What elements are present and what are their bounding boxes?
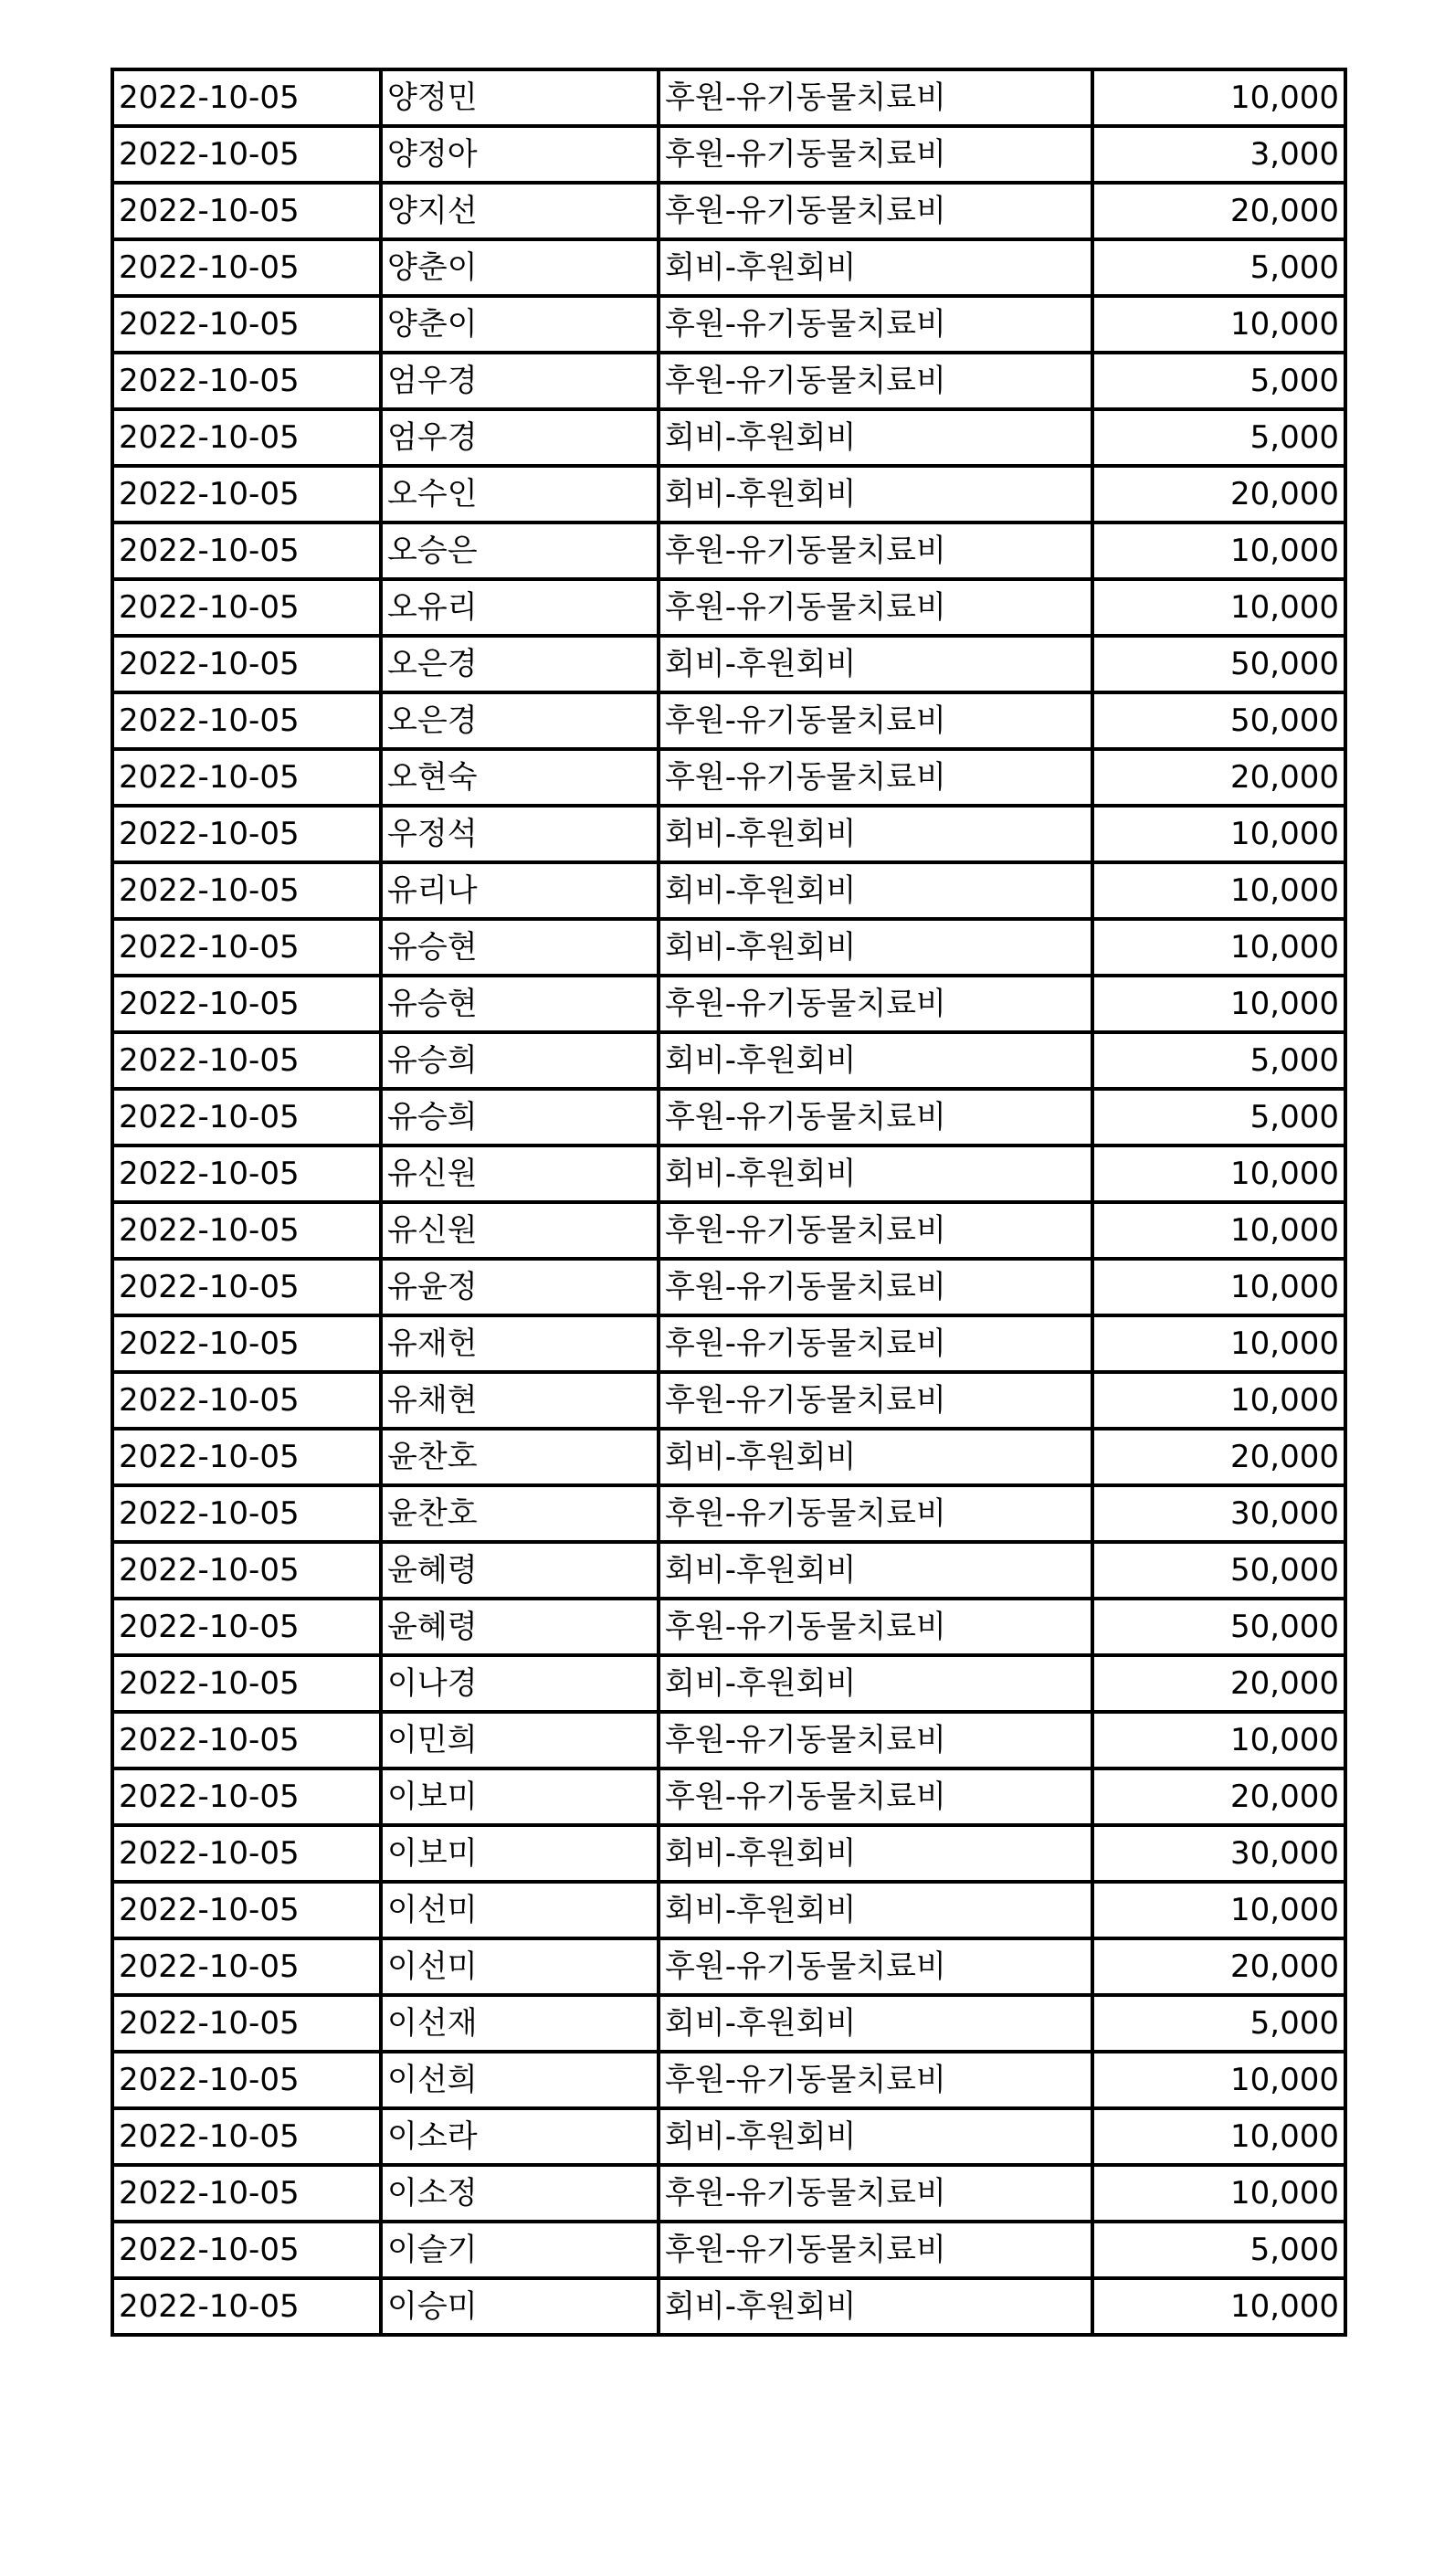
donation-ledger-table xyxy=(111,68,1347,2337)
amount-cell: 10,000 xyxy=(1092,862,1345,919)
table-row xyxy=(112,2278,1345,2335)
category-cell: 후원-유기동물치료비 xyxy=(659,1485,1092,1542)
amount-cell: 20,000 xyxy=(1092,466,1345,523)
amount-cell: 10,000 xyxy=(1092,976,1345,1032)
name-cell: 이슬기 xyxy=(381,2222,659,2278)
name-cell: 유신원 xyxy=(381,1202,659,1259)
date-cell: 2022-10-05 xyxy=(112,1599,381,1655)
table-row xyxy=(112,1995,1345,2052)
table-row xyxy=(112,239,1345,296)
table-row xyxy=(112,1655,1345,1712)
category-cell: 회비-후원회비 xyxy=(659,919,1092,976)
table-row xyxy=(112,1089,1345,1145)
category-cell: 후원-유기동물치료비 xyxy=(659,1712,1092,1768)
date-cell: 2022-10-05 xyxy=(112,1485,381,1542)
table-row xyxy=(112,1145,1345,1202)
amount-cell: 10,000 xyxy=(1092,2108,1345,2165)
amount-cell: 50,000 xyxy=(1092,1542,1345,1599)
amount-cell: 50,000 xyxy=(1092,636,1345,692)
date-cell: 2022-10-05 xyxy=(112,636,381,692)
table-row xyxy=(112,1938,1345,1995)
date-cell: 2022-10-05 xyxy=(112,296,381,353)
name-cell: 이소정 xyxy=(381,2165,659,2222)
date-cell: 2022-10-05 xyxy=(112,466,381,523)
amount-cell: 30,000 xyxy=(1092,1485,1345,1542)
amount-cell: 5,000 xyxy=(1092,353,1345,409)
name-cell: 우정석 xyxy=(381,806,659,862)
name-cell: 유채현 xyxy=(381,1372,659,1429)
category-cell: 회비-후원회비 xyxy=(659,2278,1092,2335)
table-row xyxy=(112,1712,1345,1768)
date-cell: 2022-10-05 xyxy=(112,1259,381,1315)
table-row xyxy=(112,69,1345,126)
category-cell: 회비-후원회비 xyxy=(659,862,1092,919)
amount-cell: 3,000 xyxy=(1092,126,1345,183)
date-cell: 2022-10-05 xyxy=(112,69,381,126)
date-cell: 2022-10-05 xyxy=(112,1372,381,1429)
category-cell: 후원-유기동물치료비 xyxy=(659,2165,1092,2222)
name-cell: 이보미 xyxy=(381,1768,659,1825)
name-cell: 유재헌 xyxy=(381,1315,659,1372)
amount-cell: 10,000 xyxy=(1092,579,1345,636)
name-cell: 이선재 xyxy=(381,1995,659,2052)
table-row xyxy=(112,409,1345,466)
name-cell: 오유리 xyxy=(381,579,659,636)
name-cell: 유리나 xyxy=(381,862,659,919)
date-cell: 2022-10-05 xyxy=(112,183,381,239)
amount-cell: 20,000 xyxy=(1092,183,1345,239)
name-cell: 이선미 xyxy=(381,1938,659,1995)
table-row xyxy=(112,862,1345,919)
date-cell: 2022-10-05 xyxy=(112,749,381,806)
amount-cell: 50,000 xyxy=(1092,1599,1345,1655)
amount-cell: 10,000 xyxy=(1092,806,1345,862)
table-row xyxy=(112,1825,1345,1882)
name-cell: 유승희 xyxy=(381,1032,659,1089)
name-cell: 이보미 xyxy=(381,1825,659,1882)
name-cell: 이승미 xyxy=(381,2278,659,2335)
date-cell: 2022-10-05 xyxy=(112,1882,381,1938)
name-cell: 엄우경 xyxy=(381,409,659,466)
date-cell: 2022-10-05 xyxy=(112,1655,381,1712)
category-cell: 후원-유기동물치료비 xyxy=(659,183,1092,239)
date-cell: 2022-10-05 xyxy=(112,2052,381,2108)
category-cell: 회비-후원회비 xyxy=(659,466,1092,523)
category-cell: 후원-유기동물치료비 xyxy=(659,523,1092,579)
name-cell: 이선희 xyxy=(381,2052,659,2108)
date-cell: 2022-10-05 xyxy=(112,1995,381,2052)
amount-cell: 5,000 xyxy=(1092,2222,1345,2278)
table-row xyxy=(112,749,1345,806)
category-cell: 후원-유기동물치료비 xyxy=(659,69,1092,126)
table-row xyxy=(112,2165,1345,2222)
date-cell: 2022-10-05 xyxy=(112,1315,381,1372)
category-cell: 후원-유기동물치료비 xyxy=(659,1259,1092,1315)
amount-cell: 10,000 xyxy=(1092,69,1345,126)
table-row xyxy=(112,2222,1345,2278)
date-cell: 2022-10-05 xyxy=(112,919,381,976)
amount-cell: 10,000 xyxy=(1092,2165,1345,2222)
table-row xyxy=(112,183,1345,239)
table-row xyxy=(112,1202,1345,1259)
date-cell: 2022-10-05 xyxy=(112,806,381,862)
table-row xyxy=(112,2108,1345,2165)
table-row xyxy=(112,126,1345,183)
name-cell: 엄우경 xyxy=(381,353,659,409)
name-cell: 윤혜령 xyxy=(381,1599,659,1655)
amount-cell: 10,000 xyxy=(1092,919,1345,976)
table-row xyxy=(112,1259,1345,1315)
date-cell: 2022-10-05 xyxy=(112,976,381,1032)
category-cell: 회비-후원회비 xyxy=(659,1882,1092,1938)
table-row xyxy=(112,296,1345,353)
table-row xyxy=(112,976,1345,1032)
date-cell: 2022-10-05 xyxy=(112,1712,381,1768)
name-cell: 양춘이 xyxy=(381,296,659,353)
date-cell: 2022-10-05 xyxy=(112,579,381,636)
name-cell: 오은경 xyxy=(381,636,659,692)
category-cell: 회비-후원회비 xyxy=(659,1429,1092,1485)
name-cell: 오승은 xyxy=(381,523,659,579)
table-row xyxy=(112,1315,1345,1372)
table-row xyxy=(112,806,1345,862)
category-cell: 후원-유기동물치료비 xyxy=(659,2222,1092,2278)
name-cell: 유승희 xyxy=(381,1089,659,1145)
category-cell: 회비-후원회비 xyxy=(659,1825,1092,1882)
amount-cell: 20,000 xyxy=(1092,1429,1345,1485)
table-row xyxy=(112,523,1345,579)
amount-cell: 10,000 xyxy=(1092,1315,1345,1372)
date-cell: 2022-10-05 xyxy=(112,1825,381,1882)
category-cell: 후원-유기동물치료비 xyxy=(659,1315,1092,1372)
table-row xyxy=(112,1429,1345,1485)
category-cell: 후원-유기동물치료비 xyxy=(659,1372,1092,1429)
category-cell: 후원-유기동물치료비 xyxy=(659,1089,1092,1145)
name-cell: 이나경 xyxy=(381,1655,659,1712)
category-cell: 후원-유기동물치료비 xyxy=(659,2052,1092,2108)
table-row xyxy=(112,1768,1345,1825)
date-cell: 2022-10-05 xyxy=(112,1202,381,1259)
amount-cell: 5,000 xyxy=(1092,1089,1345,1145)
date-cell: 2022-10-05 xyxy=(112,523,381,579)
category-cell: 회비-후원회비 xyxy=(659,636,1092,692)
amount-cell: 20,000 xyxy=(1092,1655,1345,1712)
category-cell: 후원-유기동물치료비 xyxy=(659,1202,1092,1259)
category-cell: 후원-유기동물치료비 xyxy=(659,296,1092,353)
amount-cell: 5,000 xyxy=(1092,239,1345,296)
amount-cell: 10,000 xyxy=(1092,1259,1345,1315)
category-cell: 후원-유기동물치료비 xyxy=(659,976,1092,1032)
date-cell: 2022-10-05 xyxy=(112,1768,381,1825)
date-cell: 2022-10-05 xyxy=(112,1145,381,1202)
ledger-body xyxy=(112,69,1345,2335)
amount-cell: 30,000 xyxy=(1092,1825,1345,1882)
category-cell: 후원-유기동물치료비 xyxy=(659,749,1092,806)
name-cell: 윤혜령 xyxy=(381,1542,659,1599)
amount-cell: 50,000 xyxy=(1092,692,1345,749)
name-cell: 양정민 xyxy=(381,69,659,126)
date-cell: 2022-10-05 xyxy=(112,1938,381,1995)
table-row xyxy=(112,1882,1345,1938)
table-row xyxy=(112,579,1345,636)
name-cell: 오은경 xyxy=(381,692,659,749)
category-cell: 후원-유기동물치료비 xyxy=(659,579,1092,636)
date-cell: 2022-10-05 xyxy=(112,2165,381,2222)
amount-cell: 10,000 xyxy=(1092,1882,1345,1938)
name-cell: 유신원 xyxy=(381,1145,659,1202)
table-row xyxy=(112,1599,1345,1655)
category-cell: 회비-후원회비 xyxy=(659,239,1092,296)
category-cell: 회비-후원회비 xyxy=(659,806,1092,862)
name-cell: 이소라 xyxy=(381,2108,659,2165)
name-cell: 윤찬호 xyxy=(381,1485,659,1542)
date-cell: 2022-10-05 xyxy=(112,126,381,183)
date-cell: 2022-10-05 xyxy=(112,2108,381,2165)
table-row xyxy=(112,2052,1345,2108)
name-cell: 이선미 xyxy=(381,1882,659,1938)
date-cell: 2022-10-05 xyxy=(112,409,381,466)
amount-cell: 20,000 xyxy=(1092,1768,1345,1825)
date-cell: 2022-10-05 xyxy=(112,1429,381,1485)
table-row xyxy=(112,353,1345,409)
date-cell: 2022-10-05 xyxy=(112,1542,381,1599)
amount-cell: 10,000 xyxy=(1092,1712,1345,1768)
category-cell: 후원-유기동물치료비 xyxy=(659,1938,1092,1995)
amount-cell: 10,000 xyxy=(1092,2278,1345,2335)
name-cell: 이민희 xyxy=(381,1712,659,1768)
name-cell: 윤찬호 xyxy=(381,1429,659,1485)
amount-cell: 10,000 xyxy=(1092,1202,1345,1259)
category-cell: 회비-후원회비 xyxy=(659,409,1092,466)
amount-cell: 5,000 xyxy=(1092,409,1345,466)
amount-cell: 10,000 xyxy=(1092,2052,1345,2108)
category-cell: 회비-후원회비 xyxy=(659,1655,1092,1712)
category-cell: 후원-유기동물치료비 xyxy=(659,1599,1092,1655)
amount-cell: 20,000 xyxy=(1092,1938,1345,1995)
category-cell: 후원-유기동물치료비 xyxy=(659,353,1092,409)
table-row xyxy=(112,1372,1345,1429)
name-cell: 유승현 xyxy=(381,919,659,976)
date-cell: 2022-10-05 xyxy=(112,1032,381,1089)
category-cell: 후원-유기동물치료비 xyxy=(659,1768,1092,1825)
name-cell: 오현숙 xyxy=(381,749,659,806)
date-cell: 2022-10-05 xyxy=(112,692,381,749)
name-cell: 양지선 xyxy=(381,183,659,239)
amount-cell: 10,000 xyxy=(1092,296,1345,353)
name-cell: 양정아 xyxy=(381,126,659,183)
date-cell: 2022-10-05 xyxy=(112,1089,381,1145)
name-cell: 유윤정 xyxy=(381,1259,659,1315)
date-cell: 2022-10-05 xyxy=(112,862,381,919)
amount-cell: 10,000 xyxy=(1092,523,1345,579)
name-cell: 유승현 xyxy=(381,976,659,1032)
amount-cell: 10,000 xyxy=(1092,1145,1345,1202)
category-cell: 후원-유기동물치료비 xyxy=(659,126,1092,183)
name-cell: 양춘이 xyxy=(381,239,659,296)
date-cell: 2022-10-05 xyxy=(112,353,381,409)
name-cell: 오수인 xyxy=(381,466,659,523)
amount-cell: 5,000 xyxy=(1092,1032,1345,1089)
amount-cell: 20,000 xyxy=(1092,749,1345,806)
date-cell: 2022-10-05 xyxy=(112,2222,381,2278)
table-row xyxy=(112,919,1345,976)
table-row xyxy=(112,692,1345,749)
table-row xyxy=(112,466,1345,523)
category-cell: 회비-후원회비 xyxy=(659,1995,1092,2052)
category-cell: 회비-후원회비 xyxy=(659,1145,1092,1202)
table-row xyxy=(112,1485,1345,1542)
category-cell: 회비-후원회비 xyxy=(659,1542,1092,1599)
table-row xyxy=(112,1542,1345,1599)
category-cell: 후원-유기동물치료비 xyxy=(659,692,1092,749)
amount-cell: 10,000 xyxy=(1092,1372,1345,1429)
category-cell: 회비-후원회비 xyxy=(659,2108,1092,2165)
table-row xyxy=(112,636,1345,692)
amount-cell: 5,000 xyxy=(1092,1995,1345,2052)
table-row xyxy=(112,1032,1345,1089)
date-cell: 2022-10-05 xyxy=(112,239,381,296)
date-cell: 2022-10-05 xyxy=(112,2278,381,2335)
category-cell: 회비-후원회비 xyxy=(659,1032,1092,1089)
